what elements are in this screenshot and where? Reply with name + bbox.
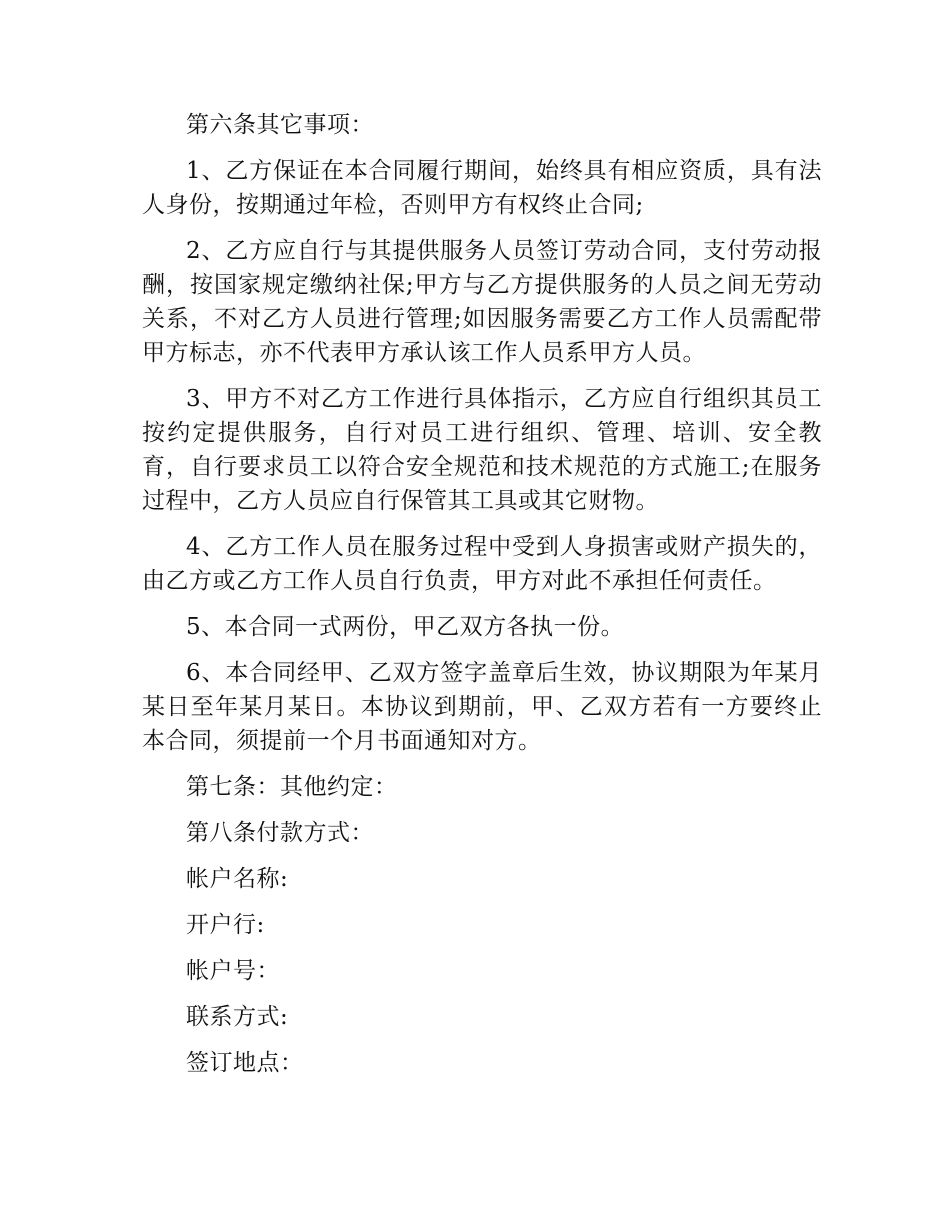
account-number-label: 帐户号： [186, 958, 280, 984]
section7-heading: 第七条：其他约定： [186, 774, 398, 800]
section6-item-4: 4、乙方工作人员在服务过程中受到人身损害或财产损失的，由乙方或乙方工作人员自行负责，甲方对此不承担任何责任。 [142, 534, 822, 594]
section6-item-2: 2、乙方应自行与其提供服务人员签订劳动合同，支付劳动报酬，按国家规定缴纳社保;甲方与乙方提供服务的人员之间无劳动关系，不对乙方人员进行管理;如因服务需要乙方工作人员需配带甲方标志，亦不代表甲方承认该工作人员系甲方人员。 [142, 238, 822, 366]
section6-item-6: 6、本合同经甲、乙双方签字盖章后生效，协议期限为年某月某日至年某月某日。本协议到期前，甲、乙双方若有一方要终止本合同，须提前一个月书面通知对方。 [142, 660, 822, 754]
section6-item-1: 1、乙方保证在本合同履行期间，始终具有相应资质，具有法人身份，按期通过年检，否则甲方有权终止合同; [142, 158, 822, 218]
account-name-label: 帐户名称: [186, 866, 289, 892]
section8-heading: 第八条付款方式： [186, 820, 374, 846]
section6-heading: 第六条其它事项： [186, 112, 374, 138]
section6-item-5: 5、本合同一式两份，甲乙双方各执一份。 [186, 614, 625, 640]
bank-label: 开户行: [186, 912, 265, 938]
signing-place-label: 签订地点： [186, 1050, 304, 1076]
contact-label: 联系方式: [186, 1004, 289, 1030]
document-body [142, 108, 822, 1080]
section6-item-3: 3、甲方不对乙方工作进行具体指示，乙方应自行组织其员工按约定提供服务，自行对员工进行组织、管理、培训、安全教育，自行要求员工以符合安全规范和技术规范的方式施工;在服务过程中，乙方人员应自行保管其工具或其它财物。 [142, 386, 822, 514]
